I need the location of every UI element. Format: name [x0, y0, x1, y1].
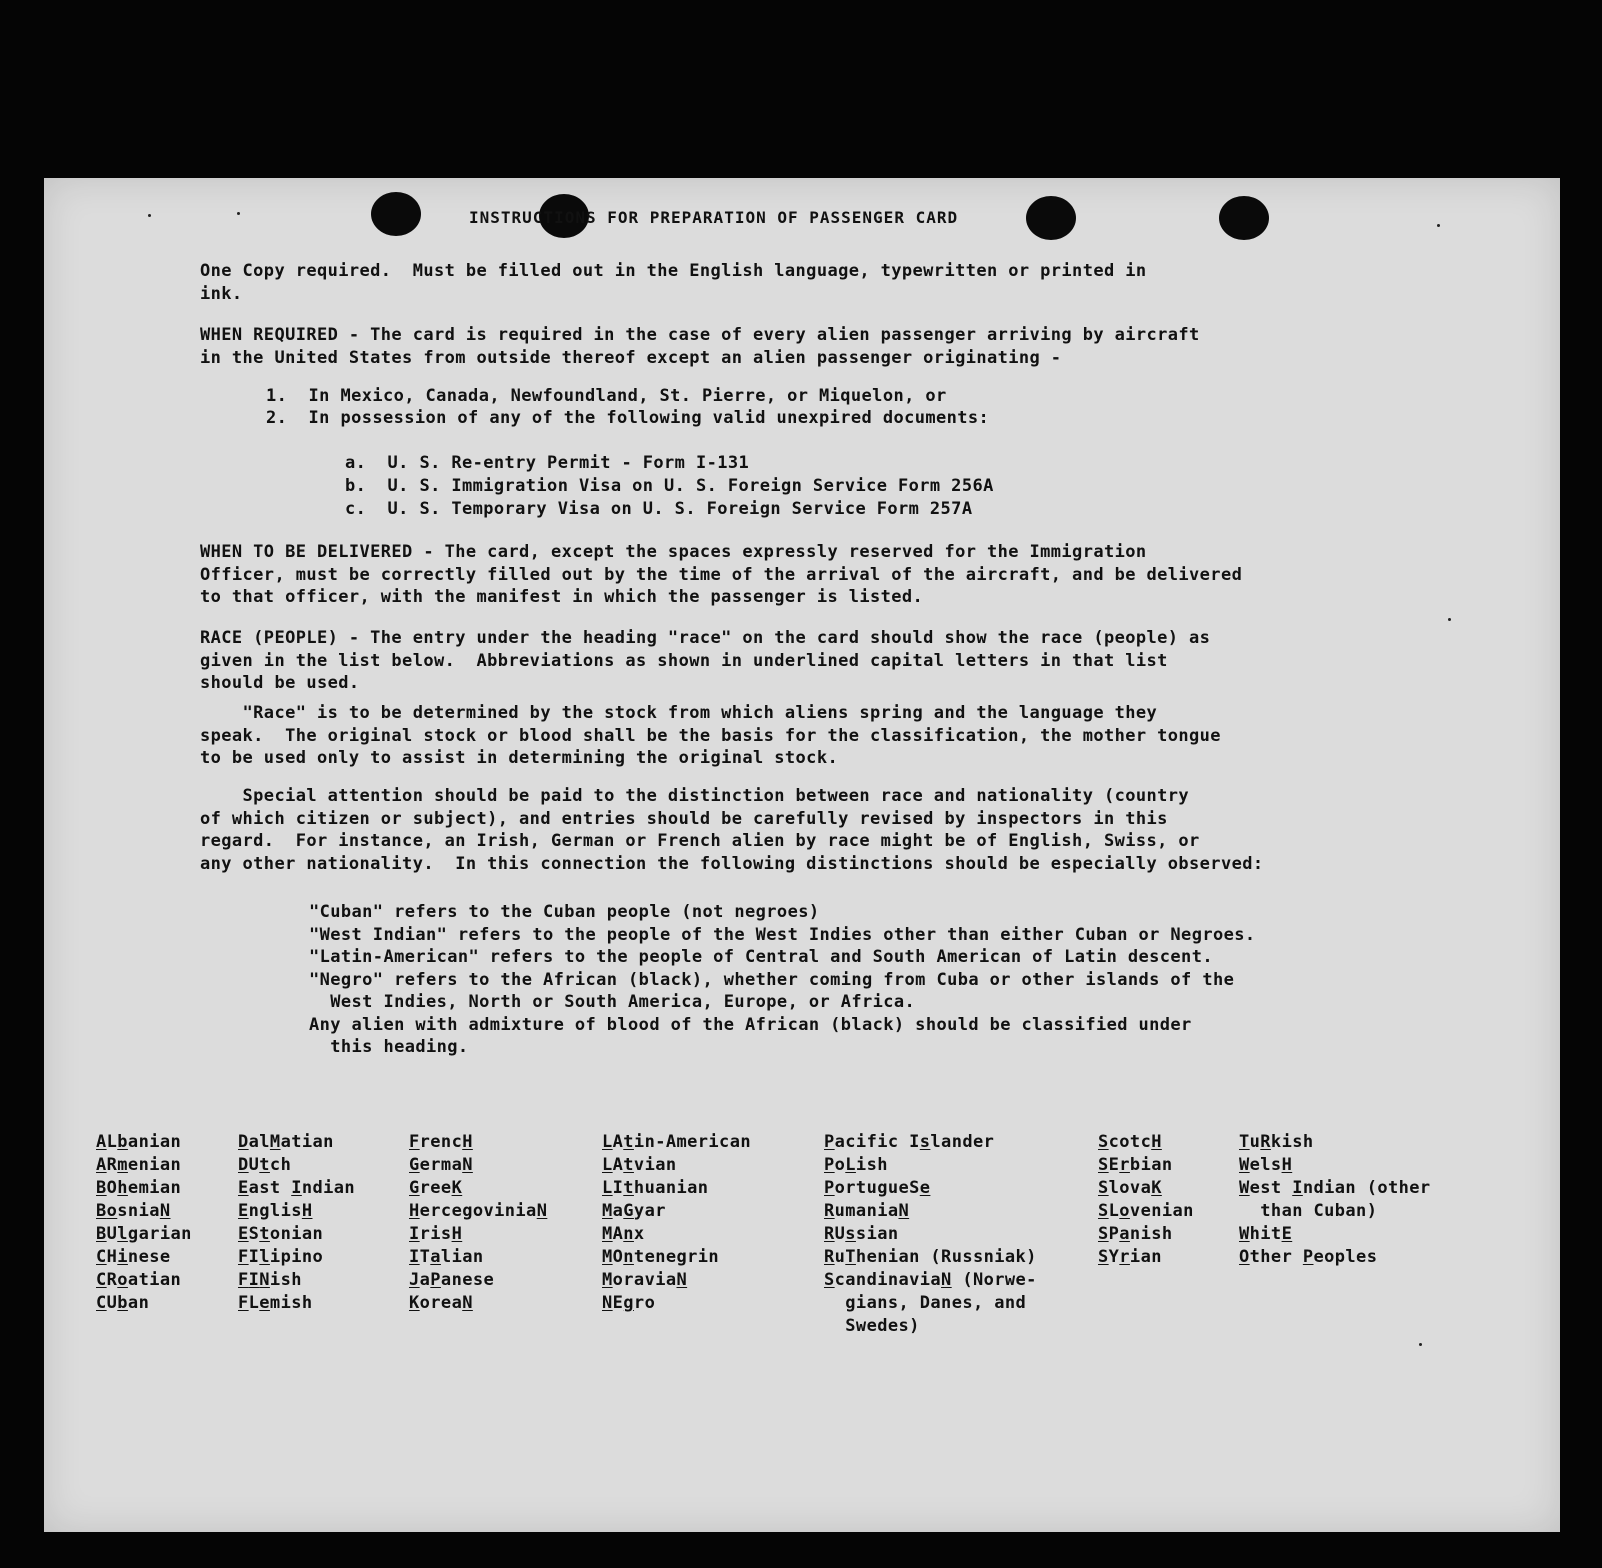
- race-determined-text: "Race" is to be determined by the stock from which aliens spring and the language they speak. The original stock or blood shall be the basis for the classification, the mother tongue to be used only to assist in determining the original stock.: [200, 703, 1221, 768]
- race-entry: SYrian: [1098, 1247, 1162, 1267]
- race-entry: MoraviaN: [602, 1270, 688, 1290]
- race-entry: FINish: [238, 1270, 302, 1290]
- race-entry: EnglisH: [238, 1201, 313, 1221]
- race-entry: SPanish: [1098, 1224, 1173, 1244]
- race-column: [824, 1131, 1037, 1338]
- instruction-card: [44, 178, 1560, 1532]
- scan-speck: [1437, 224, 1440, 227]
- race-column: [96, 1131, 192, 1315]
- race-people-text: RACE (PEOPLE) - The entry under the heading "race" on the card should show the race (people) as given in the list below. Abbreviations as shown in underlined capital letters in that list should be used.: [200, 628, 1211, 693]
- race-entry: WelsH: [1239, 1155, 1293, 1175]
- race-column: [602, 1131, 751, 1315]
- race-entry: NEgro: [602, 1293, 656, 1313]
- race-entry: LAtin-American: [602, 1132, 751, 1152]
- document-item-c: c. U. S. Temporary Visa on U. S. Foreign Service Form 257A: [345, 499, 973, 519]
- race-entry: GermaN: [409, 1155, 473, 1175]
- when-delivered-text: WHEN TO BE DELIVERED - The card, except the spaces expressly reserved for the Immigration Officer, must be correctly filled out by the time of the arrival of the aircraft, and be delivered to that officer, with the manifest in which the passenger is listed.: [200, 542, 1243, 607]
- punch-hole: [371, 192, 421, 236]
- race-entry: East Indian: [238, 1178, 356, 1198]
- race-entry: Other Peoples: [1239, 1247, 1378, 1267]
- race-entry: BUlgarian: [96, 1224, 192, 1244]
- condition-1: 1. In Mexico, Canada, Newfoundland, St. Pierre, or Miquelon, or: [266, 386, 947, 406]
- document-title: INSTRUCTIONS FOR PREPARATION OF PASSENGER CARD: [469, 208, 959, 227]
- race-entry: JaPanese: [409, 1270, 495, 1290]
- race-entry: ALbanian: [96, 1132, 182, 1152]
- condition-2: 2. In possession of any of the following valid unexpired documents:: [266, 408, 990, 428]
- race-entry: SErbian: [1098, 1155, 1173, 1175]
- race-entry: LIthuanian: [602, 1178, 709, 1198]
- race-entry: PortugueSe: [824, 1178, 931, 1198]
- scan-speck: [1448, 618, 1451, 621]
- race-entry: RuThenian (Russniak): [824, 1247, 1037, 1267]
- when-required-text: WHEN REQUIRED - The card is required in the case of every alien passenger arriving by aircraft in the United States from outside thereof except an alien passenger originating -: [200, 325, 1200, 368]
- punch-hole: [1219, 196, 1269, 240]
- race-entry: ITalian: [409, 1247, 484, 1267]
- race-column: [238, 1131, 355, 1315]
- race-entry: PoLish: [824, 1155, 888, 1175]
- race-entry: GreeK: [409, 1178, 463, 1198]
- race-entry: KoreaN: [409, 1293, 473, 1313]
- race-entry: ARmenian: [96, 1155, 182, 1175]
- race-entry: ScotcH: [1098, 1132, 1162, 1152]
- race-entry: RUssian: [824, 1224, 899, 1244]
- document-item-a: a. U. S. Re-entry Permit - Form I-131: [345, 453, 750, 473]
- race-entry: West Indian (other than Cuban): [1239, 1178, 1431, 1221]
- race-column: [409, 1131, 547, 1315]
- race-entry: DalMatian: [238, 1132, 334, 1152]
- copy-required-text: One Copy required. Must be filled out in the English language, typewritten or printed in ink.: [200, 261, 1147, 304]
- race-entry: CUban: [96, 1293, 150, 1313]
- race-entry: CRoatian: [96, 1270, 182, 1290]
- race-entry: FLemish: [238, 1293, 313, 1313]
- race-entry: FrencH: [409, 1132, 473, 1152]
- race-column: [1239, 1131, 1431, 1269]
- scan-speck: [237, 212, 240, 215]
- race-entry: WhitE: [1239, 1224, 1293, 1244]
- race-entry: HercegoviniaN: [409, 1201, 548, 1221]
- race-entry: LAtvian: [602, 1155, 677, 1175]
- scan-speck: [1419, 1343, 1422, 1346]
- distinctions-list: "Cuban" refers to the Cuban people (not negroes) "West Indian" refers to the people of the West Indies other than either Cuban or Negroes. "Latin-American" refers to the people of Central and South American of Latin descent. "Negro" refers to the African (black), whether coming from Cuba or other islands of the West Indies, North or South America, Europe, or Africa. Any alien with admixture of blood of the African (black) should be classified under this heading.: [309, 902, 1256, 1057]
- race-entry: MOntenegrin: [602, 1247, 720, 1267]
- race-entry: CHinese: [96, 1247, 171, 1267]
- special-attention-text: Special attention should be paid to the distinction between race and nationality (country of which citizen or subject), and entries should be carefully revised by inspectors in this regard. For instance, an Irish, German or French alien by race might be of English, Swiss, or any other nationality. In this connection the following distinctions should be especially observed:: [200, 786, 1264, 874]
- race-entry: EStonian: [238, 1224, 324, 1244]
- race-column: [1098, 1131, 1194, 1269]
- race-entry: IrisH: [409, 1224, 463, 1244]
- race-entry: BOhemian: [96, 1178, 182, 1198]
- document-item-b: b. U. S. Immigration Visa on U. S. Foreign Service Form 256A: [345, 476, 994, 496]
- race-entry: ScandinaviaN (Norwe- gians, Danes, and Swedes): [824, 1270, 1037, 1336]
- race-entry: SLovenian: [1098, 1201, 1194, 1221]
- race-entry: Pacific Islander: [824, 1132, 995, 1152]
- race-entry: MAnx: [602, 1224, 645, 1244]
- race-entry: FIlipino: [238, 1247, 324, 1267]
- race-entry: DUtch: [238, 1155, 292, 1175]
- race-entry: TuRkish: [1239, 1132, 1314, 1152]
- race-entry: RumaniaN: [824, 1201, 910, 1221]
- race-entry: BosniaN: [96, 1201, 171, 1221]
- scan-speck: [148, 214, 151, 217]
- punch-hole: [1026, 196, 1076, 240]
- race-entry: MaGyar: [602, 1201, 666, 1221]
- race-entry: SlovaK: [1098, 1178, 1162, 1198]
